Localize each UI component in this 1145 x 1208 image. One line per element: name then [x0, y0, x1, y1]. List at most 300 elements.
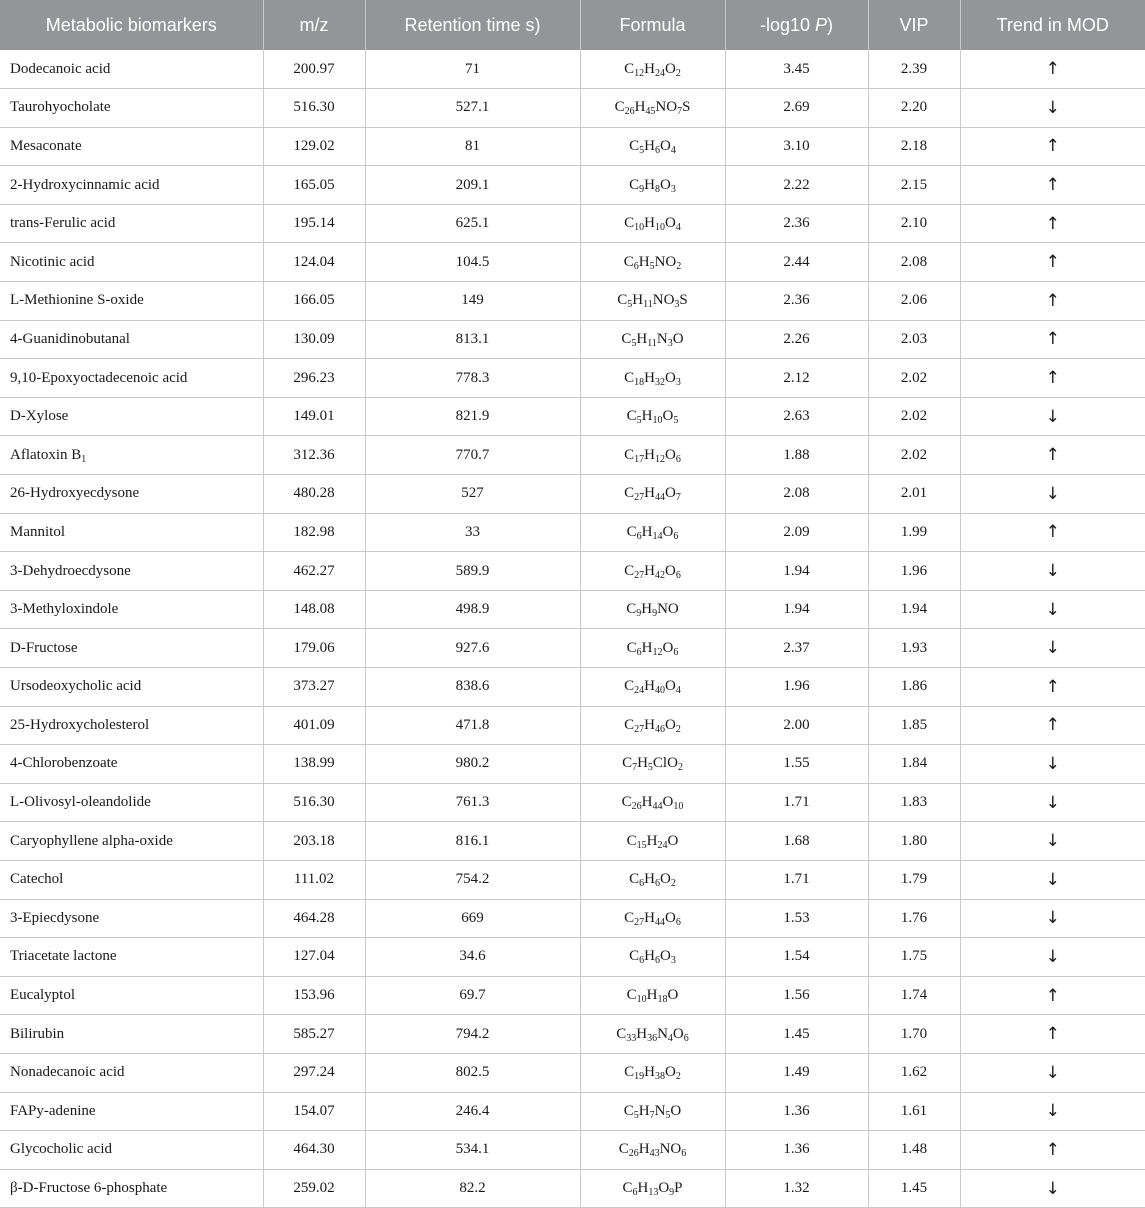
text-part: H: [632, 292, 644, 309]
text-part: Glycocholic acid: [10, 1141, 113, 1158]
cell-vip: 2.18: [868, 127, 960, 166]
table-row: [0, 629, 1145, 668]
cell-metabolite-name: [0, 860, 263, 899]
text-part: FAPy-adenine: [10, 1102, 96, 1119]
text-part: C: [623, 253, 634, 270]
cell-trend-arrow: ↓: [960, 89, 1145, 128]
subscript: 6: [632, 1187, 638, 1199]
cell-retention-time: 821.9: [365, 397, 580, 436]
text-part: O: [665, 369, 676, 386]
cell-retention-time: 33: [365, 513, 580, 552]
cell-vip: 2.15: [868, 166, 960, 205]
table-row: [0, 359, 1145, 398]
text-part: H: [644, 948, 655, 965]
cell-trend-arrow: ↑: [960, 513, 1145, 552]
subscript: 2: [677, 762, 683, 774]
subscript: 43: [649, 1148, 660, 1160]
cell-metabolite-name: [0, 1053, 263, 1092]
text-part: Eucalyptol: [10, 987, 75, 1004]
text-part: C: [621, 330, 632, 347]
text-part: H: [637, 755, 648, 772]
text-part: C: [624, 562, 635, 579]
cell-metabolite-name: [0, 899, 263, 938]
text-part: O: [662, 408, 674, 425]
subscript: 7: [649, 1109, 655, 1121]
subscript: 17: [634, 453, 645, 465]
text-part: P: [674, 1180, 683, 1197]
text-part: O: [672, 1025, 684, 1042]
cell-mz: 154.07: [263, 1092, 365, 1131]
text-part: H: [641, 523, 653, 540]
cell-formula: [580, 243, 725, 282]
cell-log10-p: 2.37: [725, 629, 868, 668]
subscript: 6: [639, 878, 645, 890]
table-row: [0, 938, 1145, 977]
cell-formula: [580, 1169, 725, 1208]
text-part: H: [644, 562, 655, 579]
cell-formula: [580, 1131, 725, 1170]
text-part: β-D-Fructose 6-phosphate: [10, 1180, 168, 1197]
cell-metabolite-name: [0, 320, 263, 359]
header-log10-p: [725, 0, 868, 50]
cell-trend-arrow: ↑: [960, 1015, 1145, 1054]
subscript: 4: [667, 1032, 673, 1044]
subscript: 24: [655, 67, 665, 79]
text-part: 3-Dehydroecdysone: [10, 562, 131, 579]
subscript: 14: [652, 530, 663, 542]
subscript: 18: [634, 376, 645, 388]
cell-mz: 179.06: [263, 629, 365, 668]
cell-trend-arrow: ↑: [960, 243, 1145, 282]
subscript: 12: [652, 646, 663, 658]
subscript: 6: [681, 1148, 687, 1160]
cell-log10-p: 1.32: [725, 1169, 868, 1208]
text-part: H: [644, 369, 655, 386]
cell-log10-p: 1.54: [725, 938, 868, 977]
text-part: L-Methionine S-oxide: [10, 292, 144, 309]
subscript: 7: [677, 106, 683, 118]
subscript: 26: [631, 801, 642, 813]
cell-metabolite-name: [0, 822, 263, 861]
text-part: C: [618, 1141, 629, 1158]
cell-vip: 2.08: [868, 243, 960, 282]
cell-vip: 1.83: [868, 783, 960, 822]
text-part: C: [626, 408, 637, 425]
cell-mz: 516.30: [263, 89, 365, 128]
subscript: 11: [643, 299, 653, 311]
cell-metabolite-name: [0, 629, 263, 668]
text-part: O: [667, 832, 679, 849]
cell-formula: [580, 50, 725, 89]
cell-vip: 1.62: [868, 1053, 960, 1092]
cell-mz: 182.98: [263, 513, 365, 552]
cell-mz: 130.09: [263, 320, 365, 359]
cell-retention-time: 813.1: [365, 320, 580, 359]
cell-log10-p: 2.26: [725, 320, 868, 359]
subscript: 5: [647, 762, 653, 774]
cell-trend-arrow: ↑: [960, 204, 1145, 243]
cell-vip: 2.03: [868, 320, 960, 359]
text-part: H: [644, 485, 655, 502]
text-part: D-Fructose: [10, 639, 78, 656]
text-part: H: [644, 678, 655, 695]
subscript: 2: [675, 723, 681, 735]
cell-vip: 1.75: [868, 938, 960, 977]
cell-trend-arrow: ↓: [960, 783, 1145, 822]
cell-formula: [580, 436, 725, 475]
cell-vip: 2.02: [868, 397, 960, 436]
cell-mz: 127.04: [263, 938, 365, 977]
subscript: 18: [657, 994, 668, 1006]
text-part: O: [670, 1102, 682, 1119]
cell-retention-time: 498.9: [365, 590, 580, 629]
subscript: 2: [675, 1071, 681, 1083]
text-part: NO: [652, 292, 675, 309]
table-row: [0, 397, 1145, 436]
cell-log10-p: 2.36: [725, 282, 868, 321]
cell-retention-time: 209.1: [365, 166, 580, 205]
subscript: 24: [634, 685, 645, 697]
subscript: 6: [655, 955, 660, 967]
cell-retention-time: 625.1: [365, 204, 580, 243]
cell-log10-p: 1.36: [725, 1092, 868, 1131]
text-part: N: [656, 330, 668, 347]
text-part: C: [624, 215, 635, 232]
cell-retention-time: 816.1: [365, 822, 580, 861]
text-part: C: [622, 755, 633, 772]
cell-mz: 153.96: [263, 976, 365, 1015]
cell-retention-time: 770.7: [365, 436, 580, 475]
text-part: Taurohyocholate: [10, 99, 111, 116]
cell-formula: [580, 1053, 725, 1092]
subscript: 27: [634, 916, 645, 928]
cell-metabolite-name: [0, 204, 263, 243]
cell-formula: [580, 976, 725, 1015]
cell-vip: 2.02: [868, 359, 960, 398]
header-log10-p-suffix: ): [827, 14, 834, 35]
cell-retention-time: 669: [365, 899, 580, 938]
table-row: [0, 320, 1145, 359]
cell-vip: 1.45: [868, 1169, 960, 1208]
text-part: Bilirubin: [10, 1025, 65, 1042]
cell-log10-p: 1.88: [725, 436, 868, 475]
cell-log10-p: 1.56: [725, 976, 868, 1015]
header-mz: m/z: [263, 0, 365, 50]
text-part: O: [662, 794, 674, 811]
subscript: 6: [675, 916, 681, 928]
text-part: Mannitol: [10, 523, 65, 540]
text-part: O: [658, 1180, 670, 1197]
cell-log10-p: 1.71: [725, 783, 868, 822]
subscript: 5: [627, 299, 633, 311]
subscript: 5: [673, 415, 679, 427]
cell-mz: 138.99: [263, 745, 365, 784]
text-part: C: [623, 1102, 634, 1119]
cell-trend-arrow: ↓: [960, 475, 1145, 514]
cell-vip: 2.06: [868, 282, 960, 321]
text-part: NO: [657, 601, 679, 618]
subscript: 6: [633, 260, 639, 272]
cell-log10-p: 2.44: [725, 243, 868, 282]
subscript: 6: [655, 144, 660, 156]
cell-mz: 111.02: [263, 860, 365, 899]
text-part: H: [634, 99, 646, 116]
text-part: O: [665, 215, 676, 232]
table-row: [0, 282, 1145, 321]
subscript: 4: [675, 222, 681, 234]
cell-formula: [580, 204, 725, 243]
text-part: C: [624, 1064, 635, 1081]
table-row: [0, 127, 1145, 166]
cell-formula: [580, 552, 725, 591]
text-part: C: [626, 987, 637, 1004]
text-part: C: [629, 137, 640, 154]
subscript: 44: [655, 916, 665, 928]
cell-trend-arrow: ↑: [960, 706, 1145, 745]
cell-log10-p: 1.94: [725, 590, 868, 629]
subscript: 26: [628, 1148, 639, 1160]
cell-metabolite-name: [0, 397, 263, 436]
cell-vip: 1.74: [868, 976, 960, 1015]
cell-trend-arrow: ↓: [960, 552, 1145, 591]
subscript: 3: [670, 183, 676, 195]
cell-formula: [580, 397, 725, 436]
cell-log10-p: 3.45: [725, 50, 868, 89]
cell-metabolite-name: [0, 783, 263, 822]
subscript: 2: [676, 260, 682, 272]
subscript: 6: [675, 453, 681, 465]
cell-trend-arrow: ↑: [960, 166, 1145, 205]
cell-mz: 585.27: [263, 1015, 365, 1054]
text-part: H: [644, 446, 655, 463]
cell-retention-time: 838.6: [365, 668, 580, 707]
subscript: 6: [636, 530, 642, 542]
subscript: 26: [624, 106, 635, 118]
subscript: 5: [665, 1109, 671, 1121]
text-part: NO: [654, 253, 677, 270]
cell-formula: [580, 629, 725, 668]
cell-metabolite-name: [0, 976, 263, 1015]
cell-vip: 1.79: [868, 860, 960, 899]
table-body: [0, 50, 1145, 1208]
table-row: [0, 668, 1145, 707]
text-part: H: [646, 832, 658, 849]
subscript: 27: [634, 492, 645, 504]
subscript: 40: [655, 685, 665, 697]
subscript: 9: [652, 608, 658, 620]
cell-vip: 1.76: [868, 899, 960, 938]
subscript: 38: [655, 1071, 665, 1083]
subscript: 9: [669, 1187, 675, 1199]
cell-vip: 1.99: [868, 513, 960, 552]
cell-retention-time: 527: [365, 475, 580, 514]
text-part: C: [617, 292, 628, 309]
subscript: 5: [636, 415, 642, 427]
cell-formula: [580, 783, 725, 822]
subscript: 5: [631, 337, 637, 349]
cell-mz: 480.28: [263, 475, 365, 514]
cell-trend-arrow: ↓: [960, 899, 1145, 938]
text-part: O: [660, 137, 671, 154]
cell-retention-time: 794.2: [365, 1015, 580, 1054]
cell-log10-p: 1.68: [725, 822, 868, 861]
text-part: O: [665, 909, 676, 926]
table-row: [0, 899, 1145, 938]
text-part: O: [662, 639, 674, 656]
table-row: [0, 1092, 1145, 1131]
cell-mz: 200.97: [263, 50, 365, 89]
cell-log10-p: 2.08: [725, 475, 868, 514]
cell-formula: [580, 860, 725, 899]
cell-vip: 2.39: [868, 50, 960, 89]
cell-retention-time: 534.1: [365, 1131, 580, 1170]
cell-trend-arrow: ↓: [960, 397, 1145, 436]
text-part: C: [626, 832, 637, 849]
text-part: O: [665, 716, 676, 733]
subscript: 9: [636, 608, 642, 620]
text-part: H: [641, 601, 653, 618]
cell-mz: 373.27: [263, 668, 365, 707]
text-part: O: [665, 60, 676, 77]
cell-mz: 203.18: [263, 822, 365, 861]
subscript: 6: [673, 646, 679, 658]
table-row: [0, 745, 1145, 784]
text-part: H: [637, 1180, 649, 1197]
text-part: ClO: [652, 755, 678, 772]
cell-mz: 297.24: [263, 1053, 365, 1092]
table-row: [0, 166, 1145, 205]
text-part: O: [665, 446, 676, 463]
cell-mz: 148.08: [263, 590, 365, 629]
table-row: [0, 976, 1145, 1015]
cell-formula: [580, 938, 725, 977]
cell-vip: 2.10: [868, 204, 960, 243]
text-part: H: [636, 330, 648, 347]
subscript: 2: [670, 878, 676, 890]
text-part: C: [624, 678, 635, 695]
cell-formula: [580, 89, 725, 128]
subscript: 6: [673, 530, 679, 542]
text-part: O: [665, 562, 676, 579]
cell-retention-time: 802.5: [365, 1053, 580, 1092]
subscript: 27: [634, 723, 645, 735]
text-part: H: [644, 176, 655, 193]
header-formula: Formula: [580, 0, 725, 50]
cell-formula: [580, 1015, 725, 1054]
cell-log10-p: 3.10: [725, 127, 868, 166]
cell-metabolite-name: [0, 513, 263, 552]
text-part: 25-Hydroxycholesterol: [10, 716, 150, 733]
text-part: D-Xylose: [10, 408, 69, 425]
cell-retention-time: 471.8: [365, 706, 580, 745]
cell-metabolite-name: [0, 359, 263, 398]
text-part: 9,10-Epoxyoctadecenoic acid: [10, 369, 188, 386]
cell-mz: 464.30: [263, 1131, 365, 1170]
cell-trend-arrow: ↓: [960, 1053, 1145, 1092]
subscript: 4: [670, 144, 676, 156]
subscript: 9: [639, 183, 645, 195]
subscript: 6: [683, 1032, 689, 1044]
text-part: N: [654, 1102, 666, 1119]
cell-metabolite-name: [0, 668, 263, 707]
text-part: C: [629, 948, 640, 965]
cell-formula: [580, 745, 725, 784]
cell-vip: 1.48: [868, 1131, 960, 1170]
subscript: 13: [648, 1187, 659, 1199]
table-row: [0, 590, 1145, 629]
text-part: O: [665, 485, 676, 502]
text-part: H: [638, 1141, 650, 1158]
table-row: [0, 1131, 1145, 1170]
cell-log10-p: 1.49: [725, 1053, 868, 1092]
subscript: 45: [645, 106, 656, 118]
subscript: 5: [649, 260, 655, 272]
subscript: 4: [675, 685, 681, 697]
cell-retention-time: 149: [365, 282, 580, 321]
cell-metabolite-name: [0, 282, 263, 321]
cell-trend-arrow: ↓: [960, 1092, 1145, 1131]
cell-formula: [580, 668, 725, 707]
cell-mz: 129.02: [263, 127, 365, 166]
subscript: 10: [634, 222, 645, 234]
subscript: 3: [670, 955, 676, 967]
text-part: 26-Hydroxyecdysone: [10, 485, 140, 502]
subscript: 6: [636, 646, 642, 658]
text-part: C: [629, 871, 640, 888]
text-part: NO: [659, 1141, 682, 1158]
cell-vip: 1.93: [868, 629, 960, 668]
subscript: 6: [675, 569, 681, 581]
table-row: [0, 204, 1145, 243]
subscript: 36: [647, 1032, 658, 1044]
cell-log10-p: 2.22: [725, 166, 868, 205]
cell-log10-p: 1.96: [725, 668, 868, 707]
text-part: H: [644, 215, 655, 232]
text-part: H: [644, 137, 655, 154]
cell-metabolite-name: [0, 166, 263, 205]
text-part: C: [624, 446, 635, 463]
cell-vip: 2.01: [868, 475, 960, 514]
text-part: 4-Guanidinobutanal: [10, 330, 130, 347]
cell-trend-arrow: ↑: [960, 282, 1145, 321]
header-retention-time: Retention time s): [365, 0, 580, 50]
cell-vip: 1.84: [868, 745, 960, 784]
subscript: 42: [655, 569, 665, 581]
cell-formula: [580, 359, 725, 398]
cell-trend-arrow: ↑: [960, 320, 1145, 359]
cell-log10-p: 1.94: [725, 552, 868, 591]
text-part: C: [629, 176, 640, 193]
subscript: 24: [657, 839, 668, 851]
text-part: H: [644, 1064, 655, 1081]
subscript: 12: [655, 453, 665, 465]
cell-metabolite-name: [0, 475, 263, 514]
text-part: O: [660, 176, 671, 193]
text-part: O: [665, 678, 676, 695]
cell-mz: 166.05: [263, 282, 365, 321]
cell-trend-arrow: ↑: [960, 1131, 1145, 1170]
cell-formula: [580, 475, 725, 514]
text-part: H: [644, 909, 655, 926]
cell-formula: [580, 513, 725, 552]
table-row: [0, 513, 1145, 552]
cell-mz: 124.04: [263, 243, 365, 282]
cell-retention-time: 246.4: [365, 1092, 580, 1131]
text-part: trans-Ferulic acid: [10, 215, 116, 232]
table-row: [0, 1053, 1145, 1092]
text-part: H: [644, 716, 655, 733]
text-part: Mesaconate: [10, 137, 82, 154]
